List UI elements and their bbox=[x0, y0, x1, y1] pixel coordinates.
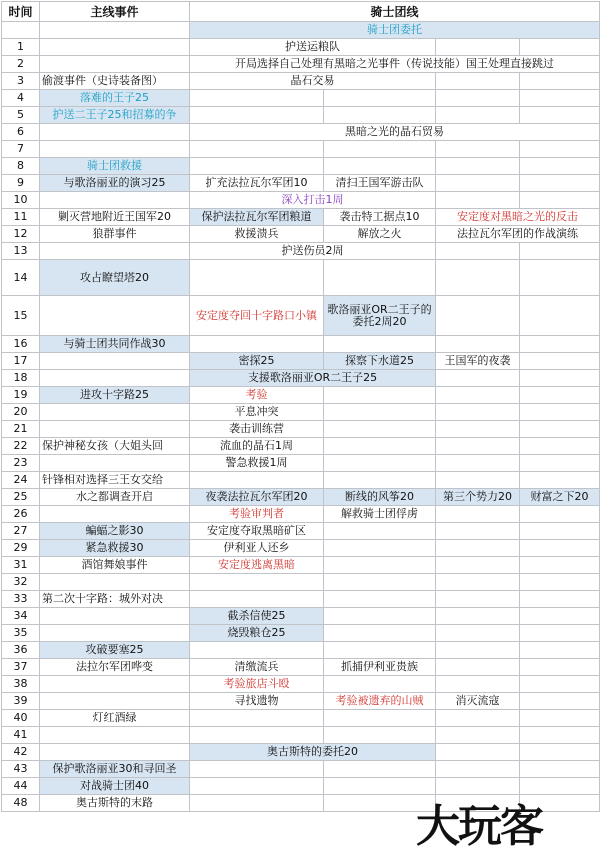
knight-quest-cell bbox=[324, 574, 436, 591]
main-quest-cell: 法拉尔军团哗变 bbox=[40, 659, 190, 676]
watermark-logo: 大玩客 bbox=[416, 801, 542, 852]
knight-quest-cell: 寻找遗物 bbox=[190, 693, 324, 710]
main-quest-cell: 落难的王子25 bbox=[40, 90, 190, 107]
table-row bbox=[2, 642, 600, 659]
knight-quest-cell bbox=[324, 438, 436, 455]
knight-quest-cell bbox=[324, 540, 436, 557]
main-quest-cell: 对战骑士团40 bbox=[40, 778, 190, 795]
knight-quest-cell: 安定度夺取黑暗矿区 bbox=[190, 523, 324, 540]
knight-quest-cell bbox=[520, 260, 600, 296]
knight-quest-cell bbox=[324, 107, 436, 124]
knight-quest-cell bbox=[436, 387, 520, 404]
main-quest-cell bbox=[40, 39, 190, 56]
knight-quest-cell bbox=[436, 404, 520, 421]
knight-quest-cell: 奥古斯特的委托20 bbox=[190, 744, 436, 761]
main-quest-cell bbox=[40, 727, 190, 744]
knight-quest-cell: 截杀信使25 bbox=[190, 608, 324, 625]
time-cell: 41 bbox=[2, 727, 40, 744]
knight-quest-cell: 袭击特工据点10 bbox=[324, 209, 436, 226]
main-quest-cell: 骑士团救援 bbox=[40, 158, 190, 175]
main-quest-cell: 护送二王子25和招募的争 bbox=[40, 107, 190, 124]
main-quest-cell: 酒馆舞娘事件 bbox=[40, 557, 190, 574]
knight-quest-cell bbox=[520, 608, 600, 625]
header-knight-line: 骑士团线 bbox=[190, 2, 600, 22]
time-cell: 10 bbox=[2, 192, 40, 209]
table-row bbox=[2, 243, 600, 260]
knight-quest-cell bbox=[436, 744, 520, 761]
table-row bbox=[2, 56, 600, 73]
time-cell: 34 bbox=[2, 608, 40, 625]
knight-quest-cell: 伊利亚人还乡 bbox=[190, 540, 324, 557]
knight-quest-cell bbox=[520, 404, 600, 421]
table-row bbox=[2, 744, 600, 761]
knight-quest-cell bbox=[520, 141, 600, 158]
knight-quest-cell: 法拉瓦尔军团的作战演练 bbox=[436, 226, 600, 243]
time-cell: 40 bbox=[2, 710, 40, 727]
knight-quest-cell bbox=[436, 260, 520, 296]
knight-quest-cell bbox=[436, 523, 520, 540]
main-quest-cell: 保护歌洛丽亚30和寻回圣 bbox=[40, 761, 190, 778]
table-row bbox=[2, 336, 600, 353]
table-row bbox=[2, 260, 600, 296]
knight-quest-cell bbox=[190, 574, 324, 591]
knight-quest-cell bbox=[324, 90, 436, 107]
main-quest-cell bbox=[40, 22, 190, 39]
knight-quest-cell bbox=[520, 710, 600, 727]
knight-quest-cell bbox=[520, 744, 600, 761]
time-cell: 31 bbox=[2, 557, 40, 574]
time-cell: 13 bbox=[2, 243, 40, 260]
table-row bbox=[2, 625, 600, 642]
main-quest-cell: 奥古斯特的末路 bbox=[40, 795, 190, 812]
table-row bbox=[2, 39, 600, 56]
knight-quest-cell bbox=[436, 574, 520, 591]
knight-quest-cell: 歌洛丽亚OR二王子的委托2周20 bbox=[324, 296, 436, 336]
quest-timeline-table bbox=[1, 1, 600, 812]
main-quest-cell bbox=[40, 124, 190, 141]
main-quest-cell bbox=[40, 506, 190, 523]
knight-quest-cell bbox=[436, 506, 520, 523]
knight-quest-cell bbox=[324, 455, 436, 472]
knight-quest-cell: 解放之火 bbox=[324, 226, 436, 243]
table-row bbox=[2, 455, 600, 472]
main-quest-cell: 与骑士团共同作战30 bbox=[40, 336, 190, 353]
knight-quest-cell: 清缴流兵 bbox=[190, 659, 324, 676]
knight-quest-cell bbox=[436, 158, 520, 175]
table-row bbox=[2, 141, 600, 158]
knight-quest-cell bbox=[520, 175, 600, 192]
time-cell: 42 bbox=[2, 744, 40, 761]
time-cell: 36 bbox=[2, 642, 40, 659]
knight-quest-cell: 解救骑士团俘虏 bbox=[324, 506, 436, 523]
knight-quest-cell bbox=[436, 455, 520, 472]
time-cell: 25 bbox=[2, 489, 40, 506]
time-cell: 44 bbox=[2, 778, 40, 795]
knight-quest-cell bbox=[520, 676, 600, 693]
knight-quest-cell bbox=[520, 506, 600, 523]
table-row bbox=[2, 557, 600, 574]
knight-quest-cell bbox=[520, 39, 600, 56]
knight-quest-cell bbox=[520, 387, 600, 404]
knight-quest-cell: 骑士团委托 bbox=[190, 22, 600, 39]
time-cell: 26 bbox=[2, 506, 40, 523]
main-quest-cell: 剿灭营地附近王国军20 bbox=[40, 209, 190, 226]
knight-quest-cell bbox=[520, 557, 600, 574]
knight-quest-cell bbox=[436, 192, 520, 209]
time-cell: 43 bbox=[2, 761, 40, 778]
main-quest-cell: 水之都调查开启 bbox=[40, 489, 190, 506]
knight-quest-cell: 消灭流寇 bbox=[436, 693, 520, 710]
knight-quest-cell bbox=[520, 73, 600, 90]
time-cell: 33 bbox=[2, 591, 40, 608]
knight-quest-cell bbox=[190, 472, 324, 489]
table-row bbox=[2, 387, 600, 404]
knight-quest-cell bbox=[324, 472, 436, 489]
main-quest-cell: 针锋相对选择三王女交给 bbox=[40, 472, 190, 489]
knight-quest-cell bbox=[190, 141, 324, 158]
knight-quest-cell bbox=[520, 761, 600, 778]
knight-quest-cell: 安定度对黑暗之光的反击 bbox=[436, 209, 600, 226]
knight-quest-cell: 警急救援1周 bbox=[190, 455, 324, 472]
knight-quest-cell bbox=[520, 523, 600, 540]
knight-quest-cell bbox=[190, 710, 324, 727]
knight-quest-cell bbox=[520, 625, 600, 642]
main-quest-cell bbox=[40, 421, 190, 438]
knight-quest-cell: 护送运粮队 bbox=[190, 39, 436, 56]
time-cell: 14 bbox=[2, 260, 40, 296]
main-quest-cell bbox=[40, 296, 190, 336]
knight-quest-cell: 夜袭法拉瓦尔军团20 bbox=[190, 489, 324, 506]
knight-quest-cell: 断线的风筝20 bbox=[324, 489, 436, 506]
time-cell: 2 bbox=[2, 56, 40, 73]
knight-quest-cell bbox=[436, 659, 520, 676]
knight-quest-cell bbox=[520, 727, 600, 744]
knight-quest-cell bbox=[190, 795, 324, 812]
knight-quest-cell: 清扫王国军游击队 bbox=[324, 175, 436, 192]
table-row bbox=[2, 192, 600, 209]
knight-quest-cell bbox=[436, 727, 520, 744]
table-body bbox=[2, 22, 600, 812]
knight-quest-cell bbox=[324, 642, 436, 659]
knight-quest-cell bbox=[520, 158, 600, 175]
knight-quest-cell bbox=[324, 158, 436, 175]
knight-quest-cell: 考验审判者 bbox=[190, 506, 324, 523]
knight-quest-cell bbox=[520, 438, 600, 455]
knight-quest-cell: 第三个势力20 bbox=[436, 489, 520, 506]
knight-quest-cell bbox=[436, 141, 520, 158]
knight-quest-cell bbox=[436, 296, 520, 336]
knight-quest-cell bbox=[520, 574, 600, 591]
knight-quest-cell bbox=[324, 260, 436, 296]
main-quest-cell: 第二次十字路：城外对决 bbox=[40, 591, 190, 608]
main-quest-cell bbox=[40, 370, 190, 387]
time-cell: 38 bbox=[2, 676, 40, 693]
time-cell: 21 bbox=[2, 421, 40, 438]
knight-quest-cell bbox=[520, 192, 600, 209]
time-cell: 3 bbox=[2, 73, 40, 90]
time-cell: 19 bbox=[2, 387, 40, 404]
table-row bbox=[2, 209, 600, 226]
knight-quest-cell bbox=[436, 39, 520, 56]
knight-quest-cell bbox=[436, 438, 520, 455]
knight-quest-cell bbox=[324, 591, 436, 608]
main-quest-cell bbox=[40, 192, 190, 209]
time-cell: 4 bbox=[2, 90, 40, 107]
knight-quest-cell bbox=[324, 625, 436, 642]
time-cell: 7 bbox=[2, 141, 40, 158]
time-cell: 18 bbox=[2, 370, 40, 387]
knight-quest-cell: 救援溃兵 bbox=[190, 226, 324, 243]
main-quest-cell bbox=[40, 243, 190, 260]
time-cell: 12 bbox=[2, 226, 40, 243]
knight-quest-cell bbox=[436, 421, 520, 438]
time-cell: 17 bbox=[2, 353, 40, 370]
knight-quest-cell bbox=[436, 625, 520, 642]
knight-quest-cell: 护送伤员2周 bbox=[190, 243, 436, 260]
knight-quest-cell bbox=[520, 540, 600, 557]
knight-quest-cell bbox=[436, 336, 520, 353]
knight-quest-cell bbox=[324, 710, 436, 727]
knight-quest-cell: 扩充法拉瓦尔军团10 bbox=[190, 175, 324, 192]
knight-quest-cell bbox=[520, 421, 600, 438]
table-row bbox=[2, 591, 600, 608]
knight-quest-cell bbox=[190, 336, 324, 353]
time-cell: 16 bbox=[2, 336, 40, 353]
main-quest-cell bbox=[40, 56, 190, 73]
knight-quest-cell: 探察下水道25 bbox=[324, 353, 436, 370]
knight-quest-cell bbox=[324, 727, 436, 744]
header-row bbox=[2, 2, 600, 22]
main-quest-cell: 与歌洛丽亚的演习25 bbox=[40, 175, 190, 192]
knight-quest-cell bbox=[436, 243, 520, 260]
time-cell: 1 bbox=[2, 39, 40, 56]
knight-quest-cell bbox=[324, 141, 436, 158]
time-cell bbox=[2, 22, 40, 39]
knight-quest-cell bbox=[520, 90, 600, 107]
main-quest-cell bbox=[40, 574, 190, 591]
knight-quest-cell bbox=[190, 778, 324, 795]
time-cell: 27 bbox=[2, 523, 40, 540]
knight-quest-cell: 保护法拉瓦尔军团粮道 bbox=[190, 209, 324, 226]
knight-quest-cell bbox=[190, 761, 324, 778]
main-quest-cell: 紧急救援30 bbox=[40, 540, 190, 557]
knight-quest-cell bbox=[436, 710, 520, 727]
knight-quest-cell: 安定度夺回十字路口小镇 bbox=[190, 296, 324, 336]
table-row bbox=[2, 540, 600, 557]
knight-quest-cell bbox=[520, 472, 600, 489]
knight-quest-cell: 黑暗之光的晶石贸易 bbox=[190, 124, 600, 141]
knight-quest-cell bbox=[520, 642, 600, 659]
knight-quest-cell bbox=[324, 523, 436, 540]
knight-quest-cell: 流血的晶石1周 bbox=[190, 438, 324, 455]
knight-quest-cell: 考验 bbox=[190, 387, 324, 404]
knight-quest-cell: 考验旅店斗殴 bbox=[190, 676, 324, 693]
table-row bbox=[2, 659, 600, 676]
main-quest-cell: 进攻十字路25 bbox=[40, 387, 190, 404]
table-row bbox=[2, 506, 600, 523]
knight-quest-cell bbox=[324, 761, 436, 778]
knight-quest-cell: 王国军的夜袭 bbox=[436, 353, 520, 370]
table-row bbox=[2, 710, 600, 727]
time-cell: 23 bbox=[2, 455, 40, 472]
table-row bbox=[2, 158, 600, 175]
time-cell: 20 bbox=[2, 404, 40, 421]
knight-quest-cell bbox=[520, 778, 600, 795]
time-cell: 32 bbox=[2, 574, 40, 591]
table-row bbox=[2, 608, 600, 625]
main-quest-cell bbox=[40, 744, 190, 761]
knight-quest-cell bbox=[436, 778, 520, 795]
main-quest-cell bbox=[40, 608, 190, 625]
knight-quest-cell bbox=[436, 90, 520, 107]
time-cell: 24 bbox=[2, 472, 40, 489]
main-quest-cell: 灯红酒绿 bbox=[40, 710, 190, 727]
main-quest-cell bbox=[40, 693, 190, 710]
table-row bbox=[2, 523, 600, 540]
knight-quest-cell bbox=[436, 591, 520, 608]
main-quest-cell: 攻占瞭望塔20 bbox=[40, 260, 190, 296]
knight-quest-cell bbox=[436, 608, 520, 625]
knight-quest-cell: 平息冲突 bbox=[190, 404, 324, 421]
table-row bbox=[2, 370, 600, 387]
knight-quest-cell bbox=[324, 421, 436, 438]
knight-quest-cell bbox=[324, 387, 436, 404]
knight-quest-cell bbox=[436, 676, 520, 693]
main-quest-cell: 保护神秘女孩（大姐头回 bbox=[40, 438, 190, 455]
table-row bbox=[2, 353, 600, 370]
knight-quest-cell bbox=[520, 296, 600, 336]
main-quest-cell: 狼群事件 bbox=[40, 226, 190, 243]
knight-quest-cell bbox=[190, 90, 324, 107]
table-row bbox=[2, 761, 600, 778]
table-row bbox=[2, 421, 600, 438]
table-row bbox=[2, 226, 600, 243]
knight-quest-cell bbox=[520, 455, 600, 472]
header-time: 时间 bbox=[2, 2, 40, 22]
knight-quest-cell bbox=[436, 472, 520, 489]
knight-quest-cell bbox=[436, 761, 520, 778]
time-cell: 5 bbox=[2, 107, 40, 124]
knight-quest-cell bbox=[436, 73, 520, 90]
table-row bbox=[2, 727, 600, 744]
knight-quest-cell bbox=[520, 659, 600, 676]
time-cell: 15 bbox=[2, 296, 40, 336]
knight-quest-cell: 支援歌洛丽亚OR二王子25 bbox=[190, 370, 436, 387]
knight-quest-cell: 密探25 bbox=[190, 353, 324, 370]
knight-quest-cell bbox=[520, 693, 600, 710]
knight-quest-cell bbox=[324, 676, 436, 693]
knight-quest-cell bbox=[520, 370, 600, 387]
table-row bbox=[2, 90, 600, 107]
knight-quest-cell bbox=[190, 727, 324, 744]
knight-quest-cell bbox=[190, 260, 324, 296]
table-row bbox=[2, 489, 600, 506]
main-quest-cell: 偷渡事件（史诗装备图） bbox=[40, 73, 190, 90]
time-cell: 39 bbox=[2, 693, 40, 710]
table-row bbox=[2, 175, 600, 192]
knight-quest-cell bbox=[324, 404, 436, 421]
knight-quest-cell: 考验被遗弃的山贼 bbox=[324, 693, 436, 710]
knight-quest-cell: 晶石交易 bbox=[190, 73, 436, 90]
knight-quest-cell bbox=[190, 158, 324, 175]
knight-quest-cell bbox=[190, 107, 324, 124]
table-row bbox=[2, 107, 600, 124]
knight-quest-cell bbox=[190, 591, 324, 608]
knight-quest-cell bbox=[520, 243, 600, 260]
main-quest-cell bbox=[40, 141, 190, 158]
knight-quest-cell: 抓捕伊利亚贵族 bbox=[324, 659, 436, 676]
knight-quest-cell bbox=[436, 540, 520, 557]
knight-quest-cell bbox=[324, 778, 436, 795]
time-cell: 9 bbox=[2, 175, 40, 192]
knight-quest-cell bbox=[324, 336, 436, 353]
table-row bbox=[2, 438, 600, 455]
time-cell: 48 bbox=[2, 795, 40, 812]
table-row bbox=[2, 124, 600, 141]
knight-quest-cell: 烧毁粮仓25 bbox=[190, 625, 324, 642]
main-quest-cell: 蝙蝠之影30 bbox=[40, 523, 190, 540]
knight-quest-cell bbox=[436, 642, 520, 659]
knight-quest-cell bbox=[520, 336, 600, 353]
table-row bbox=[2, 778, 600, 795]
knight-quest-cell bbox=[436, 175, 520, 192]
table-row bbox=[2, 296, 600, 336]
table-row bbox=[2, 574, 600, 591]
header-main-quest: 主线事件 bbox=[40, 2, 190, 22]
time-cell: 35 bbox=[2, 625, 40, 642]
table-row bbox=[2, 22, 600, 39]
time-cell: 8 bbox=[2, 158, 40, 175]
table-row bbox=[2, 73, 600, 90]
knight-quest-cell: 深入打击1周 bbox=[190, 192, 436, 209]
knight-quest-cell: 开局选择自己处理有黑暗之光事件（传说技能）国王处理直接跳过 bbox=[190, 56, 600, 73]
knight-quest-cell bbox=[436, 370, 520, 387]
knight-quest-cell bbox=[520, 591, 600, 608]
main-quest-cell bbox=[40, 676, 190, 693]
knight-quest-cell: 财富之下20 bbox=[520, 489, 600, 506]
time-cell: 6 bbox=[2, 124, 40, 141]
knight-quest-cell bbox=[324, 557, 436, 574]
knight-quest-cell bbox=[520, 107, 600, 124]
table-row bbox=[2, 693, 600, 710]
knight-quest-cell bbox=[436, 107, 520, 124]
table-row bbox=[2, 676, 600, 693]
knight-quest-cell bbox=[190, 642, 324, 659]
main-quest-cell bbox=[40, 455, 190, 472]
main-quest-cell bbox=[40, 625, 190, 642]
knight-quest-cell: 袭击训练营 bbox=[190, 421, 324, 438]
main-quest-cell: 攻破要塞25 bbox=[40, 642, 190, 659]
time-cell: 22 bbox=[2, 438, 40, 455]
knight-quest-cell bbox=[436, 557, 520, 574]
time-cell: 11 bbox=[2, 209, 40, 226]
time-cell: 37 bbox=[2, 659, 40, 676]
time-cell: 29 bbox=[2, 540, 40, 557]
main-quest-cell bbox=[40, 404, 190, 421]
knight-quest-cell: 安定度逃离黑暗 bbox=[190, 557, 324, 574]
main-quest-cell bbox=[40, 353, 190, 370]
knight-quest-cell bbox=[520, 353, 600, 370]
table-row bbox=[2, 472, 600, 489]
knight-quest-cell bbox=[324, 608, 436, 625]
table-row bbox=[2, 404, 600, 421]
